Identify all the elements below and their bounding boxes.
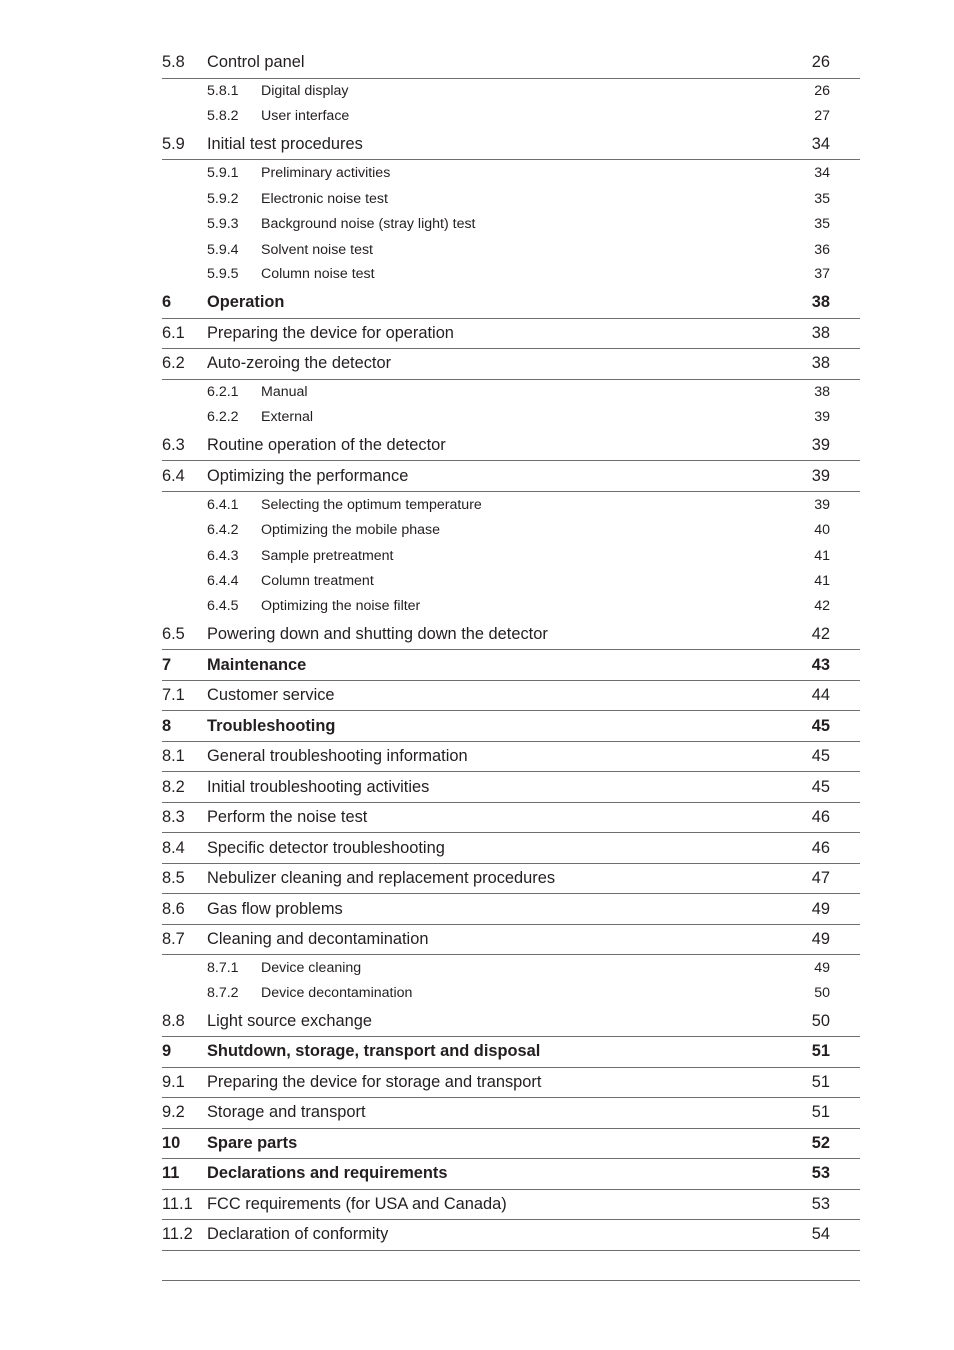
toc-sub-row[interactable] <box>162 569 860 595</box>
toc-section-row[interactable] <box>162 803 860 834</box>
toc-entry-number: 8.3 <box>162 808 185 827</box>
toc-section-row[interactable] <box>162 925 860 956</box>
table-of-contents <box>162 48 860 1251</box>
toc-entry-page: 27 <box>814 107 830 124</box>
toc-entry-title: Electronic noise test <box>261 190 388 207</box>
toc-section-row[interactable] <box>162 1190 860 1221</box>
toc-entry-page: 35 <box>814 216 830 233</box>
toc-entry-number: 5.9 <box>162 134 185 153</box>
toc-sub-row[interactable] <box>162 237 860 263</box>
toc-entry-title: Preliminary activities <box>261 164 391 181</box>
toc-entry-title: FCC requirements (for USA and Canada) <box>207 1194 507 1213</box>
toc-entry-page: 42 <box>811 625 830 644</box>
toc-entry-page: 42 <box>814 598 830 615</box>
toc-entry-title: Background noise (stray light) test <box>261 216 476 233</box>
toc-entry-number: 9 <box>162 1042 172 1061</box>
toc-entry-page: 50 <box>814 984 830 1001</box>
toc-entry-number: 6.5 <box>162 625 185 644</box>
toc-entry-title: Initial test procedures <box>207 134 363 153</box>
toc-entry-title: Declaration of conformity <box>207 1225 389 1244</box>
toc-entry-page: 45 <box>811 716 830 735</box>
toc-section-row[interactable] <box>162 1068 860 1099</box>
toc-sub-row[interactable] <box>162 211 860 237</box>
toc-chapter-row[interactable] <box>162 711 860 742</box>
toc-entry-page: 41 <box>814 547 830 564</box>
toc-entry-number: 8 <box>162 716 172 735</box>
toc-entry-title: Cleaning and decontamination <box>207 930 429 949</box>
toc-entry-title: Light source exchange <box>207 1011 372 1030</box>
toc-entry-page: 45 <box>811 747 830 766</box>
toc-entry-page: 26 <box>814 83 830 100</box>
toc-entry-page: 52 <box>811 1133 830 1152</box>
toc-entry-page: 41 <box>814 573 830 590</box>
toc-entry-number: 8.4 <box>162 838 185 857</box>
toc-entry-number: 5.8.1 <box>207 83 239 100</box>
toc-entry-number: 11 <box>162 1164 180 1183</box>
toc-entry-title: Initial troubleshooting activities <box>207 777 430 796</box>
toc-section-row[interactable] <box>162 1007 860 1038</box>
toc-entry-title: Selecting the optimum temperature <box>261 496 482 513</box>
toc-entry-title: Troubleshooting <box>207 716 336 735</box>
toc-section-row[interactable] <box>162 864 860 895</box>
toc-chapter-row[interactable] <box>162 1129 860 1160</box>
toc-entry-title: Nebulizer cleaning and replacement procedures <box>207 869 556 888</box>
toc-sub-row[interactable] <box>162 955 860 981</box>
toc-entry-page: 53 <box>811 1194 830 1213</box>
toc-section-row[interactable] <box>162 461 860 492</box>
toc-entry-title: Perform the noise test <box>207 808 368 827</box>
toc-entry-number: 6.4.5 <box>207 598 239 615</box>
toc-entry-number: 8.7 <box>162 930 185 949</box>
toc-entry-number: 8.7.2 <box>207 984 239 1001</box>
toc-entry-page: 46 <box>811 838 830 857</box>
toc-sub-row[interactable] <box>162 543 860 569</box>
toc-sub-row[interactable] <box>162 981 860 1007</box>
toc-entry-title: External <box>261 409 314 426</box>
toc-entry-title: Shutdown, storage, transport and disposal <box>207 1042 541 1061</box>
toc-entry-number: 6.4.1 <box>207 496 239 513</box>
toc-entry-title: Manual <box>261 384 308 401</box>
toc-entry-page: 54 <box>811 1225 830 1244</box>
toc-entry-page: 39 <box>814 409 830 426</box>
toc-entry-title: Customer service <box>207 686 335 705</box>
toc-sub-row[interactable] <box>162 405 860 431</box>
toc-chapter-row[interactable] <box>162 1037 860 1068</box>
toc-section-row[interactable] <box>162 431 860 462</box>
toc-chapter-row[interactable] <box>162 288 860 319</box>
toc-sub-row[interactable] <box>162 186 860 212</box>
toc-entry-number: 5.8.2 <box>207 107 239 124</box>
toc-entry-page: 39 <box>814 496 830 513</box>
toc-entry-title: Gas flow problems <box>207 899 343 918</box>
toc-entry-title: Device decontamination <box>261 984 413 1001</box>
toc-entry-page: 51 <box>811 1072 830 1091</box>
toc-section-row[interactable] <box>162 833 860 864</box>
toc-section-row[interactable] <box>162 130 860 161</box>
toc-entry-page: 35 <box>814 190 830 207</box>
toc-entry-number: 6.4 <box>162 466 185 485</box>
toc-entry-number: 7.1 <box>162 686 185 705</box>
toc-entry-title: Digital display <box>261 83 349 100</box>
toc-entry-number: 8.8 <box>162 1011 185 1030</box>
toc-entry-number: 6.2 <box>162 354 185 373</box>
toc-entry-number: 6.2.2 <box>207 409 239 426</box>
toc-entry-title: Device cleaning <box>261 960 362 977</box>
toc-entry-page: 34 <box>814 164 830 181</box>
toc-entry-number: 6.4.2 <box>207 522 239 539</box>
toc-entry-number: 5.9.1 <box>207 164 239 181</box>
toc-entry-title: Sample pretreatment <box>261 547 394 564</box>
toc-section-row[interactable] <box>162 742 860 773</box>
toc-entry-number: 5.9.4 <box>207 241 239 258</box>
toc-entry-page: 45 <box>811 777 830 796</box>
toc-entry-page: 37 <box>814 266 830 283</box>
toc-sub-row[interactable] <box>162 104 860 130</box>
toc-section-row[interactable] <box>162 1220 860 1251</box>
toc-entry-page: 38 <box>814 384 830 401</box>
bottom-divider <box>162 1280 860 1281</box>
toc-sub-row[interactable] <box>162 160 860 186</box>
toc-entry-title: Routine operation of the detector <box>207 436 446 455</box>
toc-entry-number: 9.1 <box>162 1072 185 1091</box>
toc-entry-number: 6.3 <box>162 436 185 455</box>
toc-chapter-row[interactable] <box>162 650 860 681</box>
toc-entry-number: 7 <box>162 655 172 674</box>
toc-entry-page: 49 <box>811 930 830 949</box>
toc-entry-number: 11.2 <box>162 1225 193 1244</box>
toc-entry-title: Powering down and shutting down the detector <box>207 625 548 644</box>
toc-entry-number: 8.7.1 <box>207 960 239 977</box>
toc-section-row[interactable] <box>162 620 860 651</box>
toc-entry-title: Preparing the device for storage and transport <box>207 1072 542 1091</box>
toc-entry-number: 6.1 <box>162 323 185 342</box>
toc-entry-number: 6 <box>162 293 172 312</box>
toc-entry-title: Specific detector troubleshooting <box>207 838 445 857</box>
toc-entry-number: 8.2 <box>162 777 185 796</box>
toc-entry-title: Optimizing the noise filter <box>261 598 421 615</box>
toc-entry-page: 53 <box>811 1164 830 1183</box>
toc-sub-row[interactable] <box>162 79 860 105</box>
toc-entry-title: Column noise test <box>261 266 375 283</box>
toc-entry-page: 36 <box>814 241 830 258</box>
toc-entry-number: 6.2.1 <box>207 384 239 401</box>
toc-entry-title: Control panel <box>207 53 305 72</box>
toc-entry-title: Maintenance <box>207 655 307 674</box>
toc-entry-page: 38 <box>811 323 830 342</box>
toc-entry-number: 5.9.2 <box>207 190 239 207</box>
toc-section-row[interactable] <box>162 772 860 803</box>
toc-entry-number: 8.5 <box>162 869 185 888</box>
toc-entry-number: 11.1 <box>162 1194 193 1213</box>
toc-entry-page: 44 <box>811 686 830 705</box>
toc-entry-title: Optimizing the mobile phase <box>261 522 441 539</box>
toc-entry-number: 6.4.3 <box>207 547 239 564</box>
toc-chapter-row[interactable] <box>162 1159 860 1190</box>
toc-entry-title: Column treatment <box>261 573 374 590</box>
toc-sub-row[interactable] <box>162 263 860 289</box>
toc-sub-row[interactable] <box>162 380 860 406</box>
toc-sub-row[interactable] <box>162 492 860 518</box>
toc-entry-number: 10 <box>162 1133 181 1152</box>
toc-entry-number: 9.2 <box>162 1103 185 1122</box>
toc-entry-title: Declarations and requirements <box>207 1164 448 1183</box>
toc-entry-page: 40 <box>814 522 830 539</box>
toc-entry-page: 50 <box>811 1011 830 1030</box>
toc-entry-page: 43 <box>811 655 830 674</box>
toc-entry-page: 51 <box>811 1042 830 1061</box>
toc-entry-number: 8.6 <box>162 899 185 918</box>
toc-entry-title: Preparing the device for operation <box>207 323 454 342</box>
toc-entry-page: 49 <box>811 899 830 918</box>
toc-entry-number: 5.8 <box>162 53 185 72</box>
toc-entry-number: 5.9.3 <box>207 216 239 233</box>
toc-entry-number: 5.9.5 <box>207 266 239 283</box>
toc-entry-number: 8.1 <box>162 747 185 766</box>
toc-section-row[interactable] <box>162 349 860 380</box>
toc-entry-page: 34 <box>811 134 830 153</box>
toc-section-row[interactable] <box>162 1098 860 1129</box>
toc-sub-row[interactable] <box>162 594 860 620</box>
toc-sub-row[interactable] <box>162 517 860 543</box>
toc-entry-title: Spare parts <box>207 1133 298 1152</box>
toc-entry-page: 39 <box>811 466 830 485</box>
toc-entry-page: 51 <box>811 1103 830 1122</box>
toc-entry-title: User interface <box>261 107 350 124</box>
toc-entry-title: Storage and transport <box>207 1103 366 1122</box>
toc-entry-page: 46 <box>811 808 830 827</box>
toc-section-row[interactable] <box>162 48 860 79</box>
toc-section-row[interactable] <box>162 319 860 350</box>
toc-entry-title: Solvent noise test <box>261 241 373 258</box>
toc-entry-title: Optimizing the performance <box>207 466 409 485</box>
toc-entry-page: 26 <box>811 53 830 72</box>
toc-entry-page: 49 <box>814 960 830 977</box>
toc-entry-page: 38 <box>811 293 830 312</box>
toc-entry-page: 38 <box>811 354 830 373</box>
toc-section-row[interactable] <box>162 894 860 925</box>
toc-entry-number: 6.4.4 <box>207 573 239 590</box>
toc-entry-title: General troubleshooting information <box>207 747 468 766</box>
toc-entry-page: 39 <box>811 436 830 455</box>
toc-entry-title: Operation <box>207 293 285 312</box>
toc-entry-title: Auto-zeroing the detector <box>207 354 392 373</box>
toc-section-row[interactable] <box>162 681 860 712</box>
toc-entry-page: 47 <box>811 869 830 888</box>
